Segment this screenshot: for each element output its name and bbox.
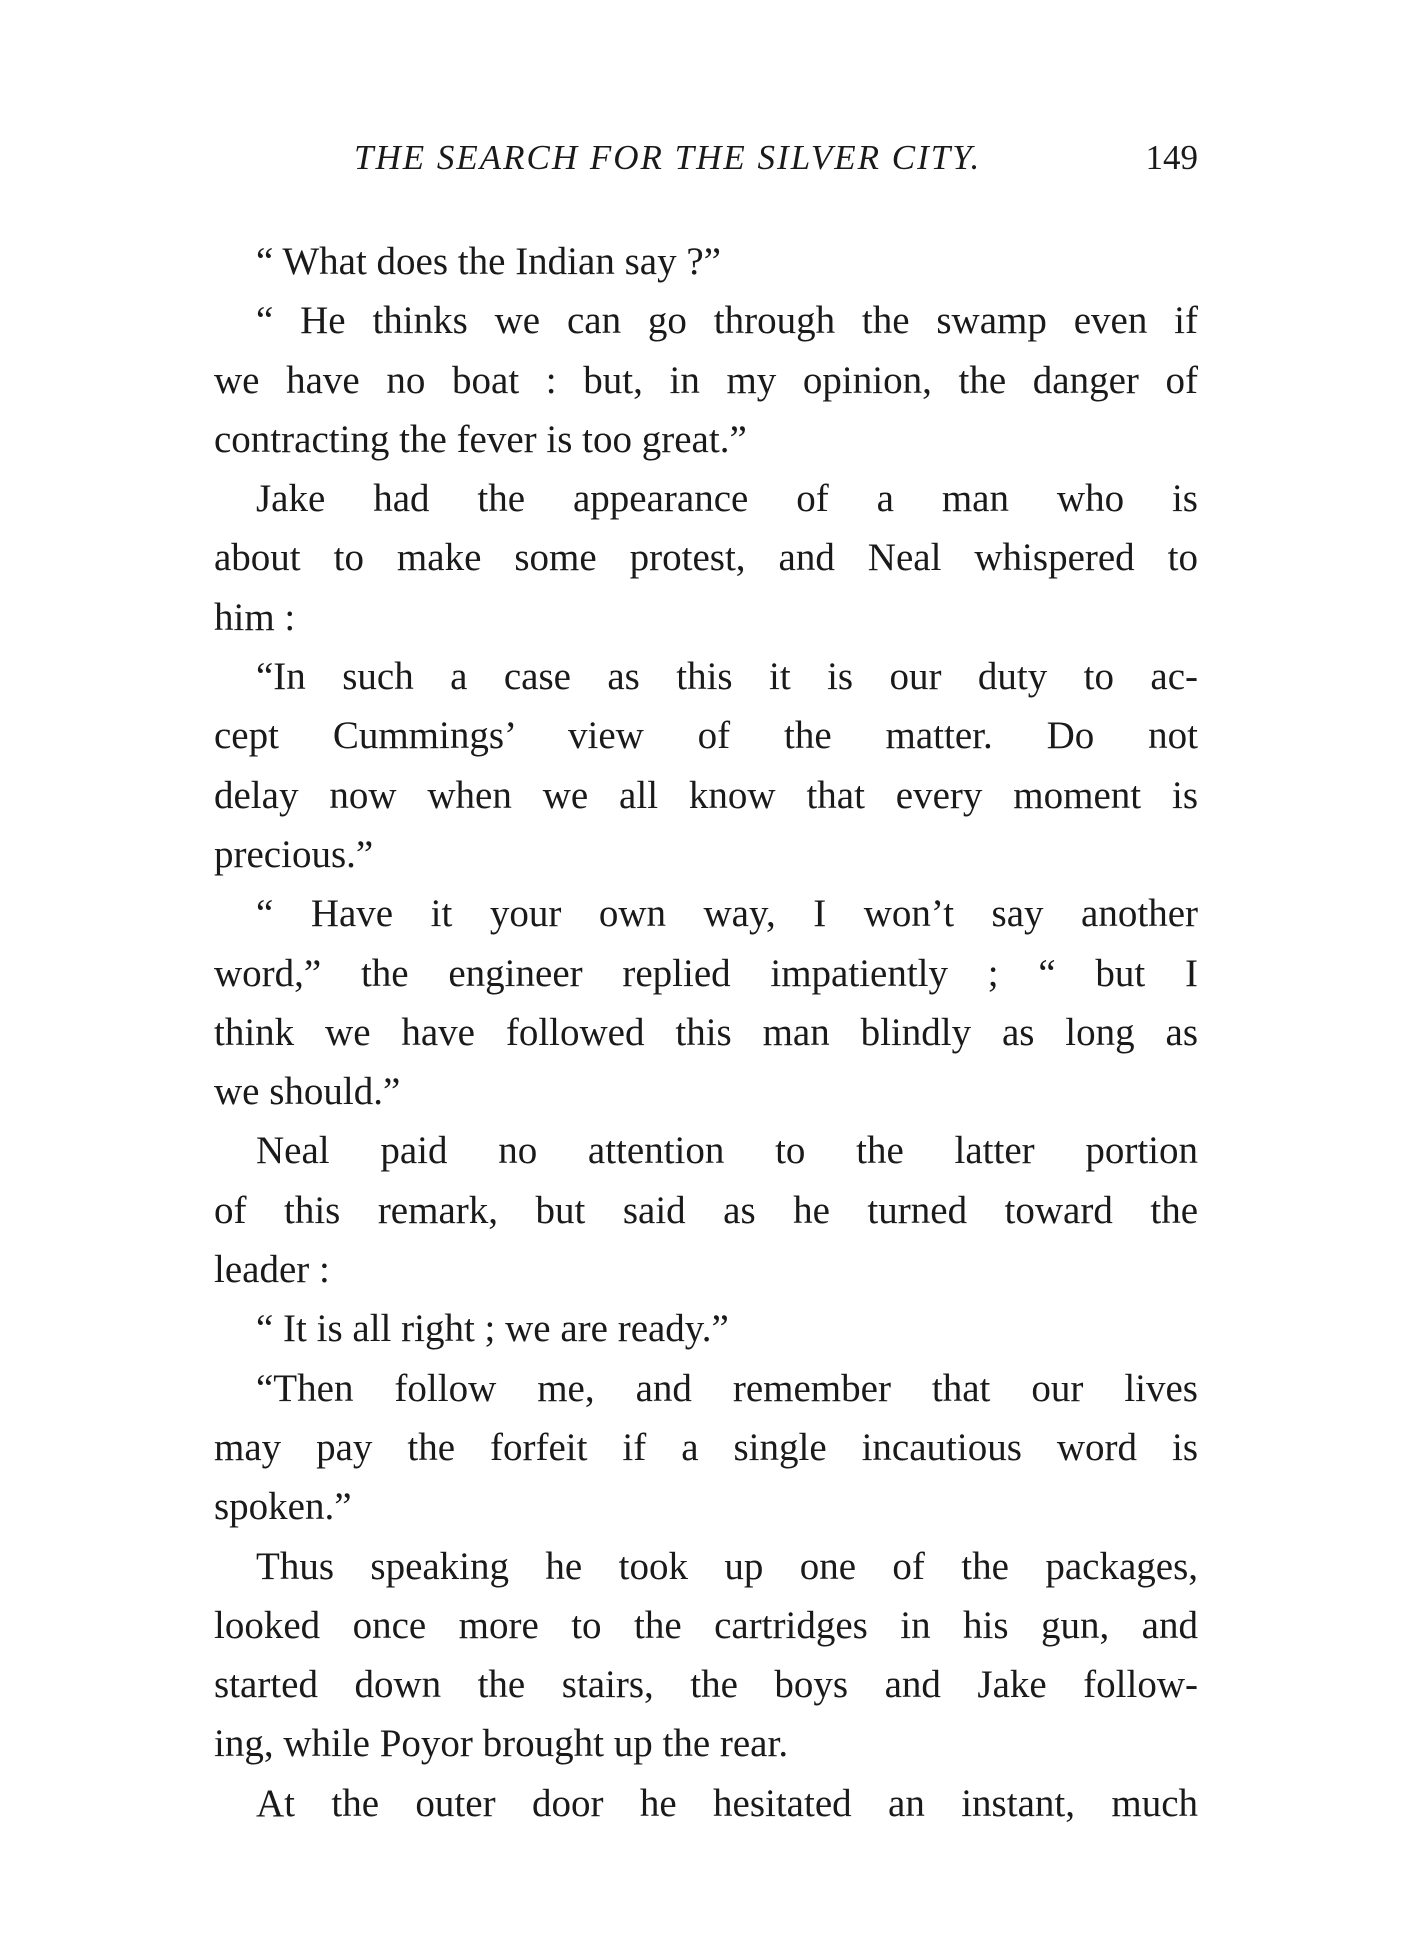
text-line: “In such a case as this it is our duty to ac-: [256, 655, 1198, 699]
text-line: contracting the fever is too great.”: [214, 417, 747, 461]
text-line: delay now when we all know that every moment is: [214, 773, 1198, 817]
text-line: may pay the forfeit if a single incautious word is: [214, 1425, 1198, 1469]
text-line: him :: [214, 595, 296, 639]
text-line: “ What does the Indian say ?”: [256, 240, 721, 283]
page-number: 149: [1145, 138, 1198, 177]
running-title: THE SEARCH FOR THE SILVER CITY.: [354, 138, 982, 177]
text-line: think we have followed this man blindly as long as: [214, 1010, 1198, 1054]
text-line: about to make some protest, and Neal whispered to: [214, 536, 1198, 580]
text-line: leader :: [214, 1248, 330, 1292]
text-line: started down the stairs, the boys and Jake follow-: [214, 1663, 1198, 1707]
text-line: Jake had the appearance of a man who is: [256, 477, 1198, 521]
text-line: precious.”: [214, 832, 374, 876]
text-line: spoken.”: [214, 1485, 352, 1529]
text-line: we have no boat : but, in my opinion, the danger of: [214, 358, 1198, 402]
text-line: “ It is all right ; we are ready.”: [256, 1307, 729, 1351]
text-line: ing, while Poyor brought up the rear.: [214, 1722, 789, 1766]
text-line: Neal paid no attention to the latter portion: [256, 1129, 1198, 1173]
text-line: Thus speaking he took up one of the packages,: [256, 1544, 1198, 1588]
text-line: “Then follow me, and remember that our lives: [256, 1366, 1198, 1410]
page-header: [214, 138, 1198, 188]
text-line: “ Have it your own way, I won’t say another: [256, 892, 1198, 936]
text-line: “ He thinks we can go through the swamp even if: [256, 299, 1198, 343]
text-line: we should.”: [214, 1070, 401, 1114]
text-line: looked once more to the cartridges in his gun, and: [214, 1603, 1198, 1647]
body-text: [214, 232, 1198, 1833]
text-line: of this remark, but said as he turned toward the: [214, 1188, 1198, 1232]
text-line: At the outer door he hesitated an instant, much: [256, 1781, 1198, 1825]
text-line: cept Cummings’ view of the matter. Do not: [214, 714, 1198, 758]
book-page: [214, 0, 1198, 1948]
text-line: word,” the engineer replied impatiently ; “ but I: [214, 951, 1198, 995]
